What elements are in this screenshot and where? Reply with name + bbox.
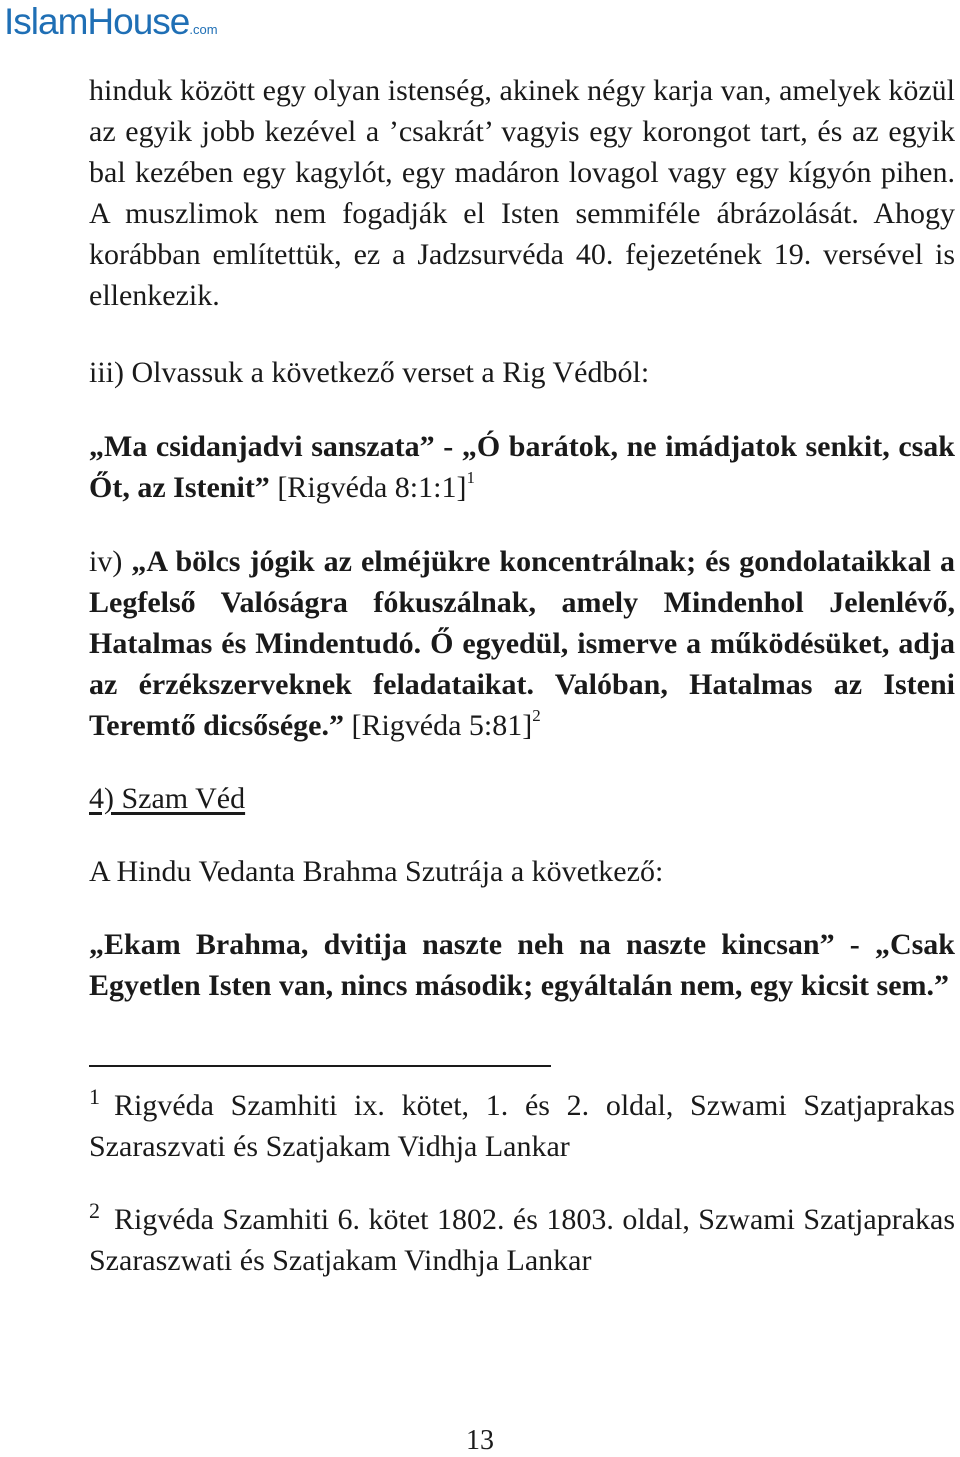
page-body: [89, 70, 955, 1281]
quote-rigveda-5-81: [89, 541, 955, 746]
footnote-ref-2: 2: [532, 706, 541, 725]
footnote-ref-1: 1: [466, 468, 475, 487]
quote-brahma-sutra: „Ekam Brahma, dvitija naszte neh na naszte kincsan” - „Csak Egyetlen Isten van, nincs második; egyáltalán nem, egy kicsit sem.”: [89, 928, 955, 1002]
footnote-2-mark: 2: [89, 1198, 100, 1223]
paragraph-5-text: A Hindu Vedanta Brahma Szutrája a következő:: [89, 855, 664, 888]
section-heading-text: 4) Szam Véd: [89, 782, 246, 815]
quote-rigveda-8-1-1: [89, 426, 955, 508]
footnote-2-text: Rigvéda Szamhiti 6. kötet 1802. és 1803. oldal, Szwami Szatjaprakas Szaraszwati és Szatjakam Vindhja Lankar: [89, 1203, 955, 1277]
footnote-1: [89, 1085, 955, 1167]
logo-main-text: IslamHouse: [4, 1, 190, 42]
footnote-1-mark: 1: [89, 1084, 100, 1109]
paragraph-5: [89, 851, 955, 892]
footnote-divider: [89, 1065, 551, 1067]
paragraph-1: hinduk között egy olyan istenség, akinek négy karja van, amelyek közül az egyik jobb kezével a ’csakrát’ vagyis egy korongot tart, és az egyik bal kezében egy kagylót, egy madáron lovagol vagy egy kígyón pihen. A muszlimok nem fogadják el Isten semmiféle ábrázolását. Ahogy korábban említettük, ez a Jadzsurvéda 40. fejezetének 19. versével is ellenkezik.: [89, 74, 955, 312]
quote-2-reference: [Rigvéda 5:81]: [351, 709, 533, 742]
quote-2-prefix: iv): [89, 545, 123, 578]
paragraph-2-text: iii) Olvassuk a következő verset a Rig Védból:: [89, 356, 650, 389]
quote-1-text: „Ma csidanjadvi sanszata” - „Ó barátok, ne imádjatok senkit, csak Őt, az Istenit”: [89, 430, 955, 504]
footnote-2: [89, 1199, 955, 1281]
footnote-1-text: Rigvéda Szamhiti ix. kötet, 1. és 2. oldal, Szwami Szatjaprakas Szaraszvati és Szatjakam Vidhja Lankar: [89, 1089, 955, 1163]
paragraph-2: [89, 352, 955, 393]
islamhouse-logo: [4, 2, 218, 50]
page-number: 13: [466, 1425, 494, 1456]
section-heading: [89, 778, 955, 819]
quote-2-text: „A bölcs jógik az elméjükre koncentrálnak; és gondolataikkal a Legfelső Valóságra fókuszálnak, amely Mindenhol Jelenlévő, Hatalmas és Mindentudó. Ő egyedül, ismerve a működésüket, adja az érzékszerveknek feladataikat. Valóban, Hatalmas az Isteni Teremtő dicsősége.”: [89, 545, 955, 742]
quote-1-reference: [Rigvéda 8:1:1]: [277, 471, 467, 504]
logo-suffix-text: .com: [189, 22, 218, 37]
